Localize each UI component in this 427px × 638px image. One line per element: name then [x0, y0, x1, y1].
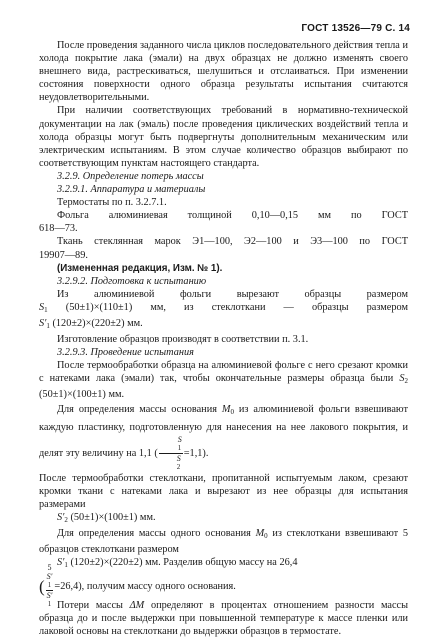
subscript: 1 [44, 305, 48, 314]
paragraph: Изготовление образцов производят в соответствии п. 3.1. [57, 334, 309, 346]
text-run: =26,4), получим массу одного основания. [54, 580, 236, 592]
symbol: S [39, 301, 45, 313]
symbol: S [177, 434, 182, 444]
text-run: (50±1)×(100±1) мм. [70, 511, 156, 523]
text-run: =1,1). [183, 447, 209, 459]
page-header: ГОСТ 13526—79 С. 14 [301, 23, 410, 34]
paragraph: При наличии соответствующих требований в нормативно-технической документации на лак (эмаль) после проведения циклических воздействий тепла и холода образцы могут быть подвергнуты дополнительным механическим или электрическим испытаниям. В этом случае количество образцов выбирают по соответствующим пунктам настоящего стандарта. [39, 105, 408, 169]
subscript: 1 [177, 443, 182, 452]
symbol: M [255, 527, 265, 539]
fraction [46, 563, 54, 609]
paren-open: ( [154, 447, 158, 459]
paragraph: 19907—89. [39, 249, 88, 261]
text-run: (50±1)×(110±1) мм, из стеклоткани — образцы размером [65, 301, 408, 313]
symbol: S [176, 453, 181, 463]
paragraph [39, 301, 408, 317]
paragraph: Фольга алюминиевая толщиной 0,10—0,15 мм по ГОСТ [57, 210, 408, 222]
subscript: 0 [264, 531, 268, 540]
symbol: S [399, 373, 405, 385]
symbol: S′ [57, 557, 65, 569]
subscript: 1 [46, 321, 50, 330]
paragraph: Термостаты по п. 3.2.7.1. [57, 197, 167, 209]
subsection-heading: 3.2.9.1. Аппаратура и материалы [57, 184, 206, 196]
numeral: 5 [47, 563, 52, 573]
text-run: Для определения массы основания [57, 403, 217, 415]
subscript: 2 [176, 462, 181, 471]
paragraph [39, 511, 408, 527]
paragraph: После термообработки стеклоткани, пропитанной испытуемым лаком, срезают кромки ткани с натеками лака и вырезают из нее образцы для испытания размерами [39, 472, 408, 510]
symbol: S′ [46, 572, 53, 582]
paragraph: После проведения заданного числа циклов последовательного действия тепла и холода покрытие лака (эмали) на двух образцах не должно изменять своего внешнего вида, растрескиваться, шелушиться и отслаиваться. При изменении состояния поверхности одного образца результаты испытания считаются неудовлетворительными. [39, 40, 408, 104]
text-run: После термообработки образца на алюминиевой фольге с него срезают кромки с натеками лака (эмали) так, чтобы окончательные размеры образца были [39, 360, 408, 385]
symbol: M [221, 403, 231, 415]
subsection-heading: 3.2.9.3. Проведение испытания [57, 347, 194, 359]
subscript: 0 [230, 407, 234, 416]
text-run: Потери массы [57, 600, 123, 612]
subscript: 1 [64, 561, 68, 570]
paragraph [39, 556, 408, 572]
text-run: определяют в процентах отношением разности массы образца до и после выдержки при повышенной температуре к массе пленки или лаковой основы на стеклоткани до выдержки образцов в термостате. [39, 600, 409, 638]
text-run: (50±1)×(100±1) мм. [39, 389, 125, 401]
symbol: S′ [57, 511, 65, 523]
document-body [39, 39, 408, 638]
symbol: S′ [46, 591, 53, 601]
text-run: (120±2)×(220±2) мм. Разделив общую массу на 26,4 [70, 557, 298, 569]
text-run: из стеклоткани взвешивают 5 образцов стеклоткани размером [39, 527, 408, 555]
amendment-note: (Измененная редакция, Изм. № 1). [57, 262, 223, 274]
paragraph [39, 599, 408, 638]
subscript: 2 [64, 515, 68, 524]
subscript: 2 [404, 377, 409, 386]
paren-open: ( [39, 576, 45, 596]
paragraph: Из алюминиевой фольги вырезают образцы размером [57, 288, 408, 300]
paragraph [39, 527, 408, 556]
paragraph [39, 317, 408, 333]
fraction-denominator [159, 454, 183, 472]
paragraph: Ткань стеклянная марок Э1—100, Э2—100 и Э3—100 по ГОСТ [57, 236, 408, 248]
subsection-heading: 3.2.9.2. Подготовка к испытанию [57, 275, 207, 287]
fraction-denominator [46, 591, 54, 609]
fraction-numerator [159, 435, 183, 454]
symbol: ΔM [129, 600, 145, 612]
paragraph [39, 359, 408, 401]
text-run: Для определения массы одного основания [57, 527, 251, 539]
symbol: S′ [39, 317, 47, 329]
fraction-numerator [46, 563, 54, 591]
paragraph: 618—73. [39, 223, 78, 235]
paragraph [39, 402, 408, 472]
text-run: из алюминиевой фольги взвешивают каждую пластинку, подготовленную для нанесения на нее лакового покрытия, и делят эту величину на 1,1 [39, 403, 408, 459]
text-run: (120±2)×(220±2) мм. [52, 317, 143, 329]
fraction [159, 435, 183, 472]
section-heading: 3.2.9. Определение потерь массы [57, 170, 204, 182]
subscript: 1 [47, 600, 52, 609]
subscript: 1 [47, 581, 52, 590]
